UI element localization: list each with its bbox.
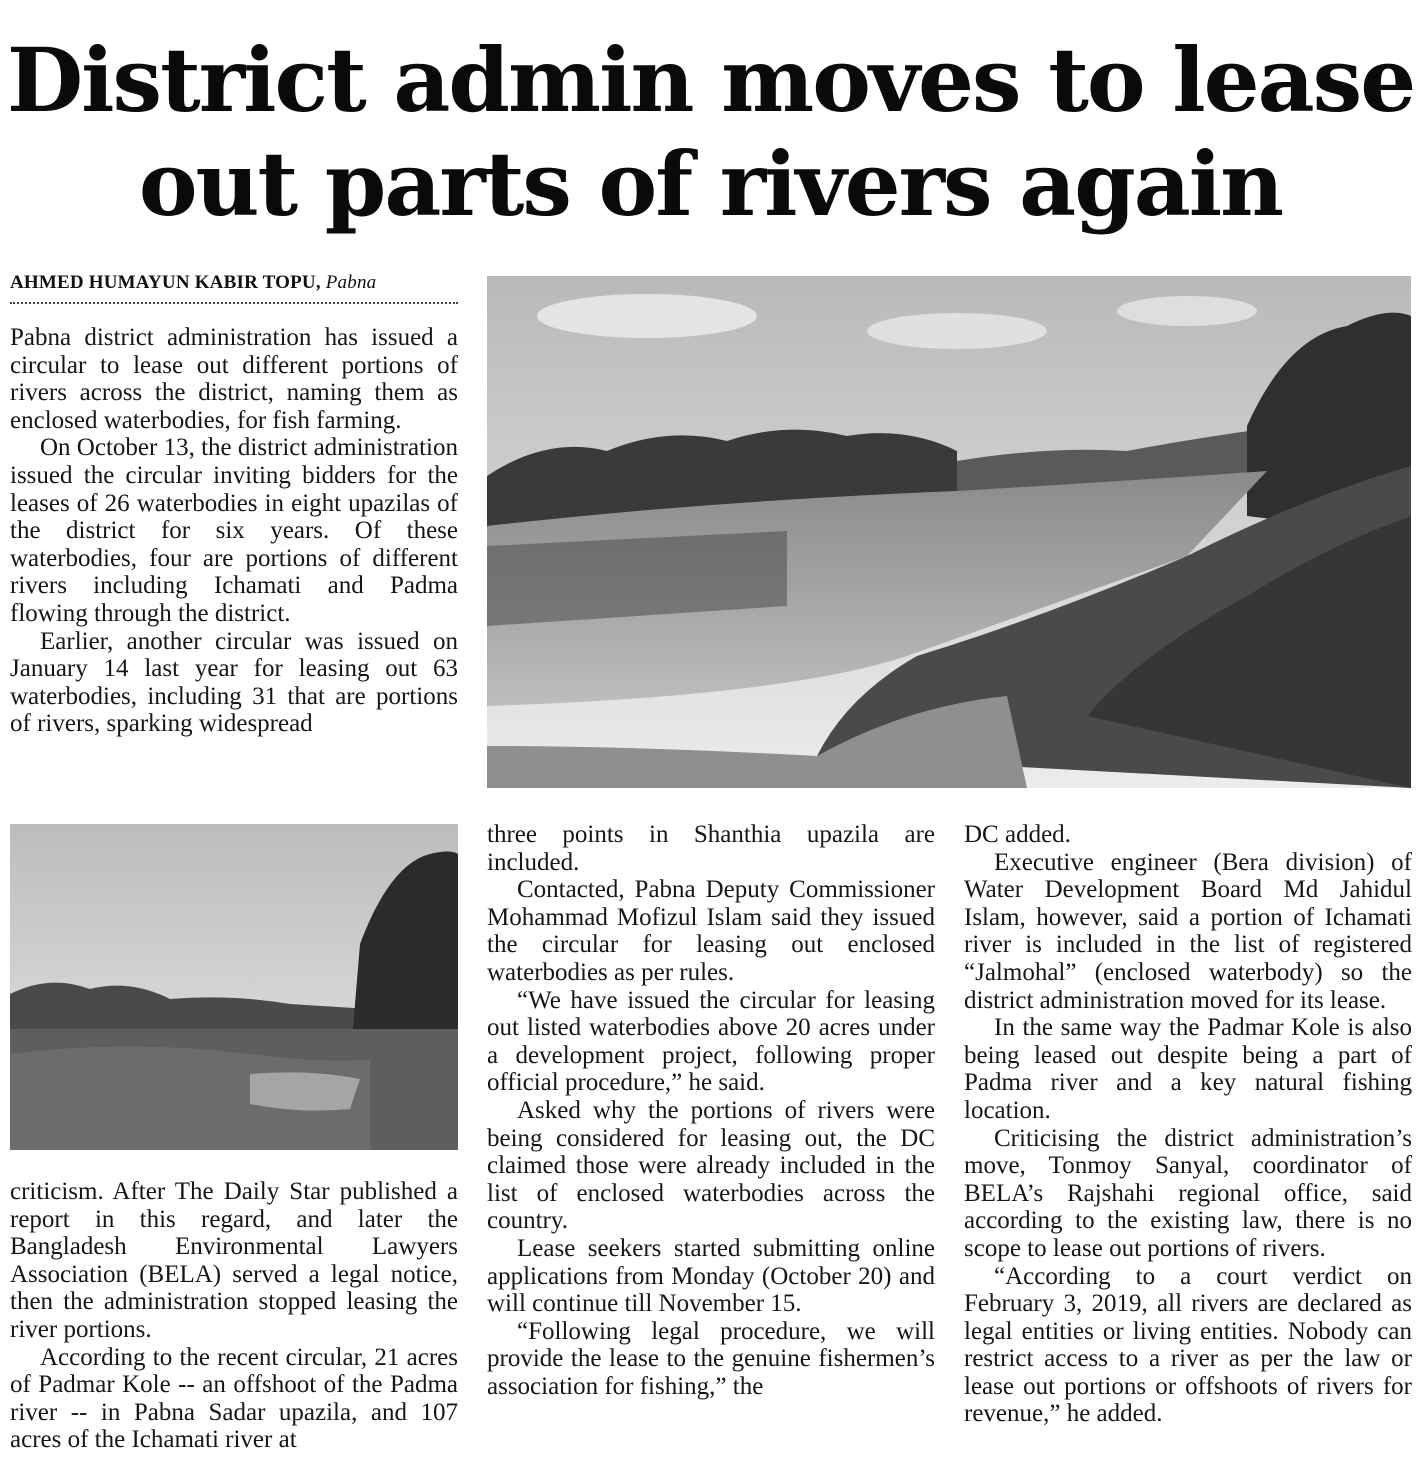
headline — [0, 28, 1421, 236]
paragraph-1: Pabna district administration has issued a circular to lease out different portions of rivers across the district, naming them as enclosed waterbodies, for fish farming. — [10, 324, 458, 434]
river-photo-main-image — [487, 276, 1411, 788]
paragraph-9-end: DC added. — [964, 821, 1071, 848]
article-column-1-bottom — [10, 1178, 458, 1458]
paragraph-4-end: three points in Shanthia upazila are included. — [487, 821, 935, 876]
headline-line-2: out parts of rivers again — [138, 132, 1283, 236]
paragraph-8: Lease seekers started submitting online applications from Monday (October 20) and will continue till November 15. — [487, 1234, 935, 1318]
river-photo-small-image — [10, 824, 458, 1150]
paragraph-7: Asked why the portions of rivers were being considered for leasing out, the DC claimed those were already included in the list of enclosed waterbodies across the country. — [487, 1096, 935, 1235]
paragraph-5: Contacted, Pabna Deputy Commissioner Mohammad Mofizul Islam said they issued the circular for leasing out enclosed waterbodies as per rules. — [487, 876, 935, 986]
paragraph-2: On October 13, the district administration issued the circular inviting bidders for the leases of 26 waterbodies in eight upazilas of the district for six years. Of these waterbodies, four are portions of different rivers including Ichamati and Padma flowing through the district. — [10, 434, 458, 627]
paragraph-9-start: “Following legal procedure, we will provide the lease to the genuine fishermen’s association for fishing,” the — [487, 1317, 935, 1400]
byline-author: AHMED HUMAYUN KABIR TOPU, — [10, 272, 321, 293]
paragraph-13: “According to a court verdict on February 3, 2019, all rivers are declared as legal entities or living entities. Nobody can restrict access to a river as per the law or lease out portions or offshoots of rivers for revenue,” he added. — [964, 1262, 1412, 1428]
paragraph-4-start: According to the recent circular, 21 acres of Padmar Kole -- an offshoot of the Padma river -- in Pabna Sadar upazila, and 107 acres of the Ichamati river at — [10, 1343, 458, 1454]
article-column-3 — [964, 821, 1412, 1461]
paragraph-6: “We have issued the circular for leasing out listed waterbodies above 20 acres under a development project, following proper official procedure,” he said. — [487, 986, 935, 1097]
byline — [10, 272, 458, 304]
paragraph-3-start: Earlier, another circular was issued on January 14 last year for leasing out 63 waterbodies, including 31 that are portions of rivers, sparking widespread — [10, 627, 458, 738]
paragraph-12: Criticising the district administration’s move, Tonmoy Sanyal, coordinator of BELA’s Rajshahi regional office, said according to the existing law, there is no scope to lease out portions of rivers. — [964, 1124, 1412, 1262]
paragraph-10: Executive engineer (Bera division) of Water Development Board Md Jahidul Islam, however, said a portion of Ichamati river is included in the list of registered “Jalmohal” (enclosed waterbody) so the district administration moved for its lease. — [964, 848, 1412, 1014]
paragraph-3-end: criticism. After The Daily Star published a report in this regard, and later the Bangladesh Environmental Lawyers Association (BELA) served a legal notice, then the administration stopped leasing the river portions. — [10, 1178, 458, 1343]
river-photo-main — [487, 276, 1411, 788]
byline-location: Pabna — [325, 272, 377, 293]
article-column-2 — [487, 821, 935, 1461]
headline-line-1: District admin moves to lease — [6, 28, 1415, 132]
article-column-1-top — [10, 324, 458, 794]
paragraph-11: In the same way the Padmar Kole is also being leased out despite being a part of Padma river and a key natural fishing location. — [964, 1014, 1412, 1124]
river-photo-small — [10, 824, 458, 1150]
